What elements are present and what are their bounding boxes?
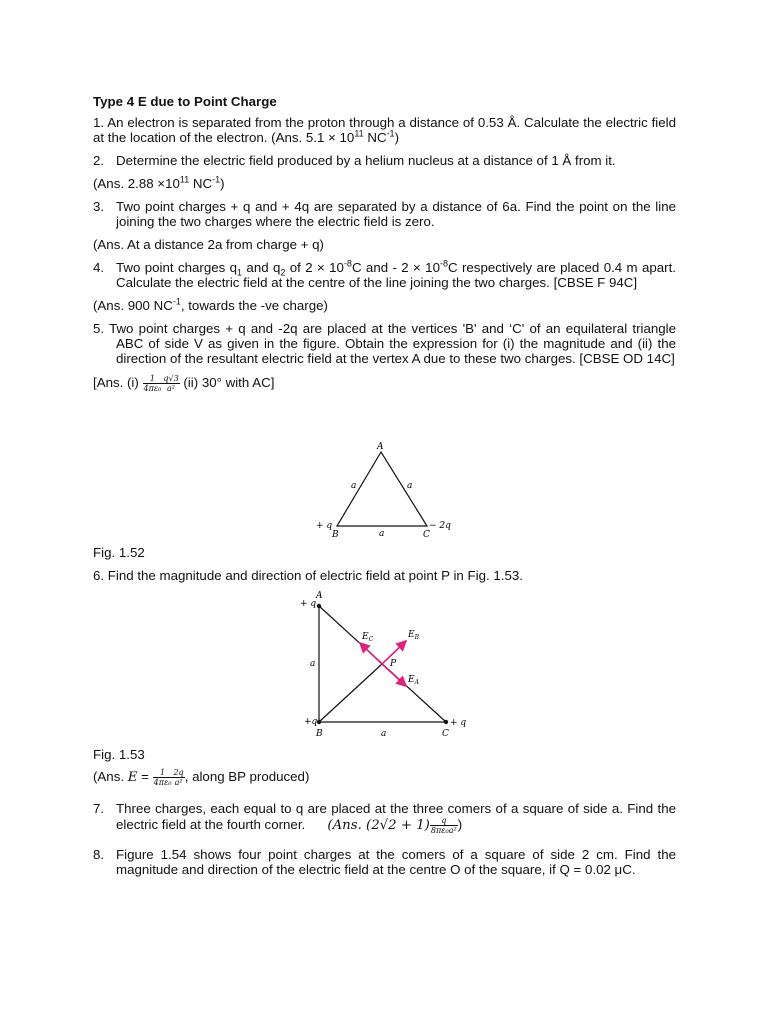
side-a-left-label: a (351, 481, 357, 491)
fraction: $\frac{1}{\text{4πε₀}}$ (153, 768, 172, 787)
side-a-right-label: a (407, 481, 413, 491)
side-a-bottom-label: a (381, 729, 387, 739)
arrow-ec (360, 643, 382, 664)
field-eb-label: $E_B$ (408, 630, 419, 641)
figure-1-52-caption: Fig. 1.52 (93, 545, 145, 560)
charge-b-label: +q (304, 717, 318, 727)
vertex-c-label: C (423, 530, 430, 540)
vertex-c-label: C (442, 729, 449, 739)
document-page (93, 94, 676, 401)
question-8: 8. Figure 1.54 shows four point charges at the comers of a square of side 2 cm. Find the magnitude and direction of the electric field at the centre O of the square, if Q = 0.02 μC. (93, 847, 676, 877)
charge-plus-q-label: + q (316, 521, 333, 531)
vertex-b-label: B (316, 729, 323, 739)
fraction: $\frac{q√3}{\text{a²}}$ (163, 374, 179, 393)
side-a-bottom-label: a (379, 529, 385, 539)
figure-1-53-right-triangle (298, 588, 468, 740)
vertex-c-dot (444, 720, 448, 724)
charge-c-label: + q (450, 718, 467, 728)
fraction: $\frac{2q}{\text{a²}}$ (173, 768, 184, 787)
side-a-left-label: a (310, 659, 316, 669)
question-2: 2. Determine the electric field produced by a helium nucleus at a distance of 1 Å from it. (93, 153, 616, 168)
figure-1-53-caption: Fig. 1.53 (93, 747, 145, 762)
charge-minus-2q-label: − 2q (429, 521, 451, 531)
vertex-b-dot (317, 720, 321, 724)
question-1: 1. An electron is separated from the proton through a distance of 0.53 Å. Calculate the electric field at the location of the electron. (Ans. $5.1 \times 10^{11}$ $NC^{-1}$) (93, 115, 676, 145)
answer-4: (Ans. 900 $NC^{-1}$, towards the -ve charge) (93, 296, 328, 313)
answer-5: [Ans. (i) $\frac{1}{\text{4πε₀}}$ $\frac{q√3}{\text{a²}}$ (ii) 30° with AC] (93, 374, 275, 393)
field-ea-label: $E_A$ (408, 675, 419, 686)
field-ec-label: $E_C$ (362, 632, 374, 643)
line-bp (319, 664, 382, 722)
point-p-label: P (390, 659, 397, 669)
charge-a-label: + q (300, 599, 317, 609)
question-6: 6. Find the magnitude and direction of electric field at point P in Fig. 1.53. (93, 568, 523, 583)
section-heading: Type 4 E due to Point Charge (93, 94, 277, 109)
answer-3: (Ans. At a distance 2a from charge + q) (93, 237, 324, 252)
vertex-b-label: B (332, 530, 339, 540)
question-4: 4. Two point charges $q_1$ and $q_2$ of $2 \times 10^{-8}C$ and - $2 \times 10^{-8}C$ respectively are placed 0.4 m apart. Calculate the electric field at the centre of the line joining the two charges. [CBSE F 94C] (93, 258, 676, 290)
figure-1-52-triangle (315, 438, 455, 540)
question-7: 7. Three charges, each equal to q are placed at the three comers of a square of side a. Find the electric field at the fourth corner. (Ans. (2√2 + 1) $\frac{q}{\text{8πε₀a²}}$ ) (93, 801, 676, 835)
vertex-a-dot (317, 604, 321, 608)
answer-6: (Ans. E = $\frac{1}{\text{4πε₀}}$ $\frac{2q}{\text{a²}}$ , along BP produced) (93, 768, 310, 787)
fraction: $\frac{1}{\text{4πε₀}}$ (143, 374, 162, 393)
question-5: 5. Two point charges + q and -2q are placed at the vertices 'B' and ‘C' of an equilateral triangle ABC of side V as given in the figure. Obtain the expression for (i) the magnitude and (ii) the direction of the resultant electric field at the vertex A due to these two charges. [CBSE OD 14C] (93, 321, 676, 366)
answer-2: (Ans. $2.88 \times 10^{11}$ $NC^{-1}$) (93, 174, 225, 191)
vertex-a-label: A (377, 442, 384, 452)
fraction: $\frac{q}{\text{8πε₀a²}}$ (430, 816, 457, 835)
vertex-a-label: A (316, 591, 323, 601)
question-3: 3. Two point charges + q and + 4q are separated by a distance of 6a. Find the point on the line joining the two charges where the electric field is zero. (93, 199, 676, 229)
